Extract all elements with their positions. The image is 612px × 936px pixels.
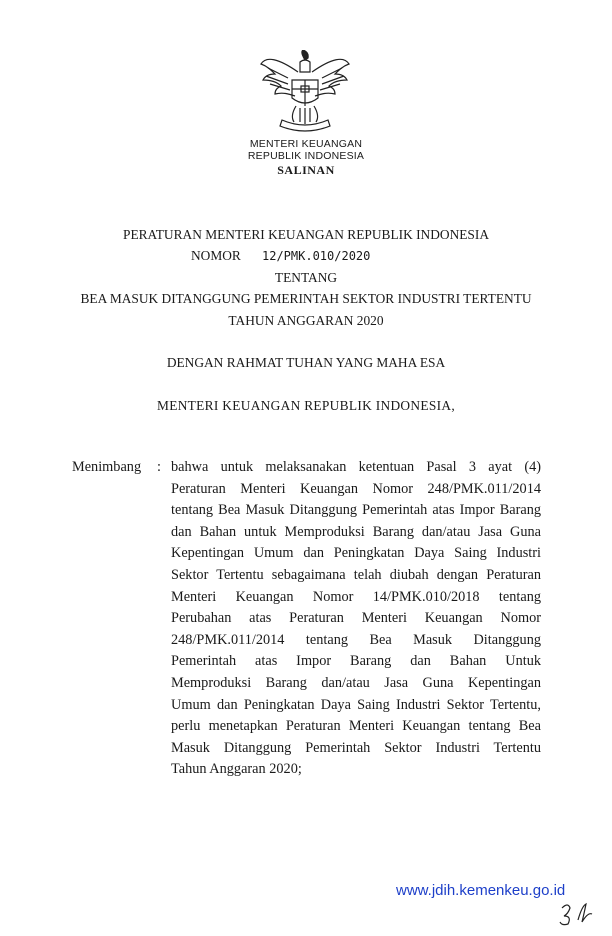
subject-line1: BEA MASUK DITANGGUNG PEMERINTAH SEKTOR INDUSTRI TERTENTU bbox=[80, 291, 532, 306]
menimbang-line: Tahun Anggaran 2020; bbox=[171, 761, 302, 778]
menimbang-colon: : bbox=[157, 459, 161, 475]
office-line2: REPUBLIK INDONESIA bbox=[247, 150, 365, 162]
menimbang-line: Sektor Tertentu sebagaimana telah diubah dengan Peraturan bbox=[171, 567, 541, 583]
garuda-emblem-icon bbox=[258, 50, 352, 134]
initials-signature-icon bbox=[556, 898, 596, 928]
menimbang-line: 248/PMK.011/2014 tentang Bea Masuk Ditanggung bbox=[171, 631, 541, 648]
regulation-title: PERATURAN MENTERI KEUANGAN REPUBLIK INDONESIA bbox=[123, 227, 489, 242]
menimbang-line: Kepentingan Umum dan Peningkatan Daya Saing Industri bbox=[171, 545, 541, 562]
nomor-value: 12/PMK.010/2020 bbox=[262, 249, 371, 263]
website-link[interactable]: www.jdih.kemenkeu.go.id bbox=[396, 882, 566, 899]
subject-line2: TAHUN ANGGARAN 2020 bbox=[228, 313, 384, 328]
nomor-label: NOMOR bbox=[191, 248, 241, 263]
menimbang-line: Umum dan Peningkatan Daya Saing Industri Sektor Tertentu, bbox=[171, 696, 541, 713]
invocation: DENGAN RAHMAT TUHAN YANG MAHA ESA bbox=[166, 355, 446, 370]
menimbang-line: Memproduksi Barang dan/atau Jasa Guna Kepentingan bbox=[171, 675, 541, 691]
menimbang-line: Peraturan Menteri Keuangan Nomor 248/PMK.011/2014 bbox=[171, 480, 541, 497]
menimbang-line: tentang Bea Masuk Ditanggung Pemerintah atas Impor Barang bbox=[171, 502, 541, 519]
menimbang-line: Masuk Ditanggung Pemerintah Sektor Industri Tertentu bbox=[171, 739, 541, 756]
authority: MENTERI KEUANGAN REPUBLIK INDONESIA, bbox=[157, 398, 455, 413]
office-line1: MENTERI KEUANGAN bbox=[249, 138, 363, 150]
menimbang-line: Perubahan atas Peraturan Menteri Keuangan Nomor bbox=[171, 610, 541, 627]
menimbang-line: Menteri Keuangan Nomor 14/PMK.010/2018 tentang bbox=[171, 588, 541, 605]
tentang-label: TENTANG bbox=[274, 270, 338, 285]
menimbang-label: Menimbang bbox=[72, 459, 142, 475]
menimbang-line: perlu menetapkan Peraturan Menteri Keuangan tentang Bea bbox=[171, 718, 541, 735]
menimbang-line: bahwa untuk melaksanakan ketentuan Pasal 3 ayat (4) bbox=[171, 459, 541, 475]
copy-label: SALINAN bbox=[277, 163, 335, 177]
menimbang-line: Pemerintah atas Impor Barang dan Bahan Untuk bbox=[171, 653, 541, 670]
menimbang-line: dan Bahan untuk Memproduksi Barang dan/atau Jasa Guna bbox=[171, 523, 541, 540]
